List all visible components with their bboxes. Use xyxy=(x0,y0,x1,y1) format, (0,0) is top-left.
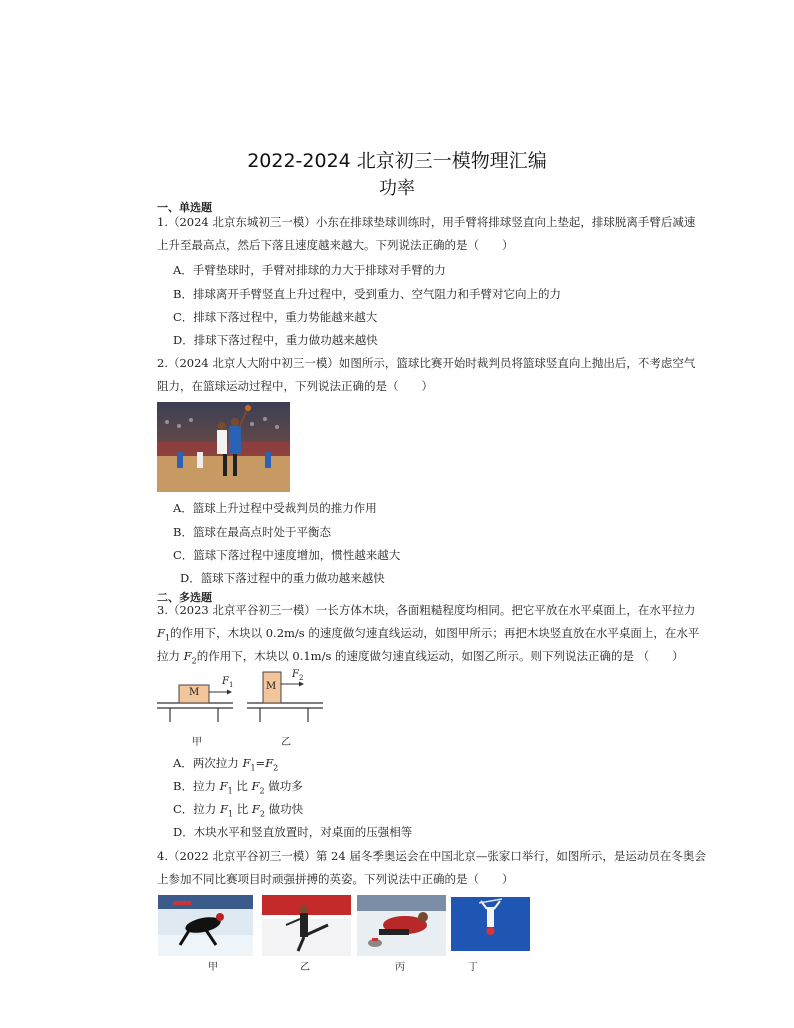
q3-option-b-f2-sub: 2 xyxy=(259,786,265,796)
q1-stem-line2: 上升至最高点，然后下落且速度越来越大。下列说法正确的是（ ） xyxy=(157,238,514,252)
fig-f1-label xyxy=(222,676,233,689)
q3-f1-sub: 1 xyxy=(164,633,171,643)
section-heading-single-choice: 一、单选题 xyxy=(157,201,212,214)
block-m-label-1: M xyxy=(189,687,200,698)
section-heading-multi-choice: 二、多选题 xyxy=(157,591,212,604)
q3-stem-line1: 3.（2023 北京平谷初三一模）一长方体木块，各面粗糙程度均相同。把它平放在水平桌面上，在水平拉力 xyxy=(157,603,696,617)
page-subtitle: 功率 xyxy=(379,178,415,199)
q1-stem-line1: 1.（2024 北京东城初三一模）小东在排球垫球训练时，用手臂将排球竖直向上垫起，排球脱离手臂后减速 xyxy=(157,215,696,229)
q3-option-c-f1-sub: 1 xyxy=(227,809,234,819)
fig-f2-symbol: F xyxy=(292,669,299,680)
q4-caption-bing: 丙 xyxy=(395,962,405,973)
q1-option-d: D．排球下落过程中，重力做功越来越快 xyxy=(173,333,378,347)
q3-f2-symbol: F xyxy=(183,649,192,663)
q2-stem-line1: 2.（2024 北京人大附中初三一模）如图所示，篮球比赛开始时裁判员将篮球竖直向上抛出后，不考虑空气 xyxy=(157,356,696,370)
q3-option-d: D．木块水平和竖直放置时，对桌面的压强相等 xyxy=(173,825,413,839)
q3-option-b-text: B．拉力 xyxy=(173,779,220,793)
q3-option-b-mid: 比 xyxy=(232,779,252,793)
q3-f1-symbol: F xyxy=(157,626,165,640)
page-title: 2022-2024 北京初三一模物理汇编 xyxy=(247,150,547,172)
q2-option-c: C．篮球下落过程中速度增加，惯性越来越大 xyxy=(173,548,401,562)
q3-option-b-f1: F xyxy=(219,779,228,793)
fig-f2-label xyxy=(292,669,303,682)
q3-option-a-text: A．两次拉力 xyxy=(173,756,243,770)
q3-stem-line3-text: 的作用下，木块以 0.1m/s 的速度做匀速直线运动，如图乙所示。则下列说法正确的是 （ ） xyxy=(196,649,684,663)
q3-option-a-f2: F xyxy=(265,756,274,770)
q4-caption-yi: 乙 xyxy=(300,962,310,973)
q2-option-b: B．篮球在最高点时处于平衡态 xyxy=(173,525,331,539)
q4-stem-line1: 4.（2022 北京平谷初三一模）第 24 届冬季奥运会在中国北京—张家口举行，如图所示，是运动员在冬奥会 xyxy=(157,849,706,863)
q3-option-b xyxy=(173,778,303,795)
fig-f2-sub: 2 xyxy=(298,674,304,682)
q3-option-a xyxy=(173,755,278,772)
fig-f1-sub: 1 xyxy=(228,681,234,689)
q2-option-a: A．篮球上升过程中受裁判员的推力作用 xyxy=(173,501,377,515)
q3-option-c-f2: F xyxy=(251,802,260,816)
q3-option-c-mid: 比 xyxy=(233,802,252,816)
basketball-photo xyxy=(157,402,290,492)
q3-option-a-f1: F xyxy=(242,756,251,770)
q3-option-a-eq: = xyxy=(255,756,266,770)
q4-stem-line2: 上参加不同比赛项目时顽强拼搏的英姿。下列说法中正确的是（ ） xyxy=(157,872,514,886)
q3-option-c-f1: F xyxy=(219,802,228,816)
q3-force-diagram xyxy=(155,670,330,726)
q1-option-b: B．排球离开手臂竖直上升过程中，受到重力、空气阻力和手臂对它向上的力 xyxy=(173,287,561,301)
q3-option-a-f2-sub: 2 xyxy=(273,763,279,773)
q3-option-c-text: C．拉力 xyxy=(173,802,220,816)
q4-caption-jia: 甲 xyxy=(208,962,218,973)
block-m-label-2: M xyxy=(266,681,277,692)
q3-option-b-tail: 做功多 xyxy=(264,779,303,793)
q3-option-b-f1-sub: 1 xyxy=(227,786,233,796)
q3-stem-line2 xyxy=(157,625,699,642)
q2-option-d: D．篮球下落过程中的重力做功越来越快 xyxy=(180,571,385,585)
q3-option-a-f1-sub: 1 xyxy=(250,763,256,773)
q1-option-c: C．排球下落过程中，重力势能越来越大 xyxy=(173,310,378,324)
q3-f2-sub: 2 xyxy=(191,656,197,666)
q3-option-c-tail: 做功快 xyxy=(264,802,304,816)
q3-stem-line2-text: 的作用下，木块以 0.2m/s 的速度做匀速直线运动，如图甲所示；再把木块竖直放在水平桌面上，在水平 xyxy=(170,626,700,640)
fig-f1-symbol: F xyxy=(222,676,229,687)
fig-caption-yi: 乙 xyxy=(281,737,291,748)
q1-option-a: A．手臂垫球时，手臂对排球的力大于排球对手臂的力 xyxy=(173,263,446,277)
curling-photo xyxy=(357,895,446,956)
fig-caption-jia: 甲 xyxy=(192,737,202,748)
q3-option-c xyxy=(173,801,303,818)
figure-skating-photo xyxy=(262,895,351,956)
speed-skating-photo xyxy=(158,895,253,956)
q2-stem-line2: 阻力，在篮球运动过程中，下列说法正确的是（ ） xyxy=(157,379,433,393)
q3-stem-line3 xyxy=(157,648,684,665)
q3-option-b-f2: F xyxy=(251,779,260,793)
q3-option-c-f2-sub: 2 xyxy=(259,809,265,819)
aerial-skiing-photo xyxy=(451,897,530,951)
q3-stem-line3-prefix: 拉力 xyxy=(157,649,184,663)
q4-caption-ding: 丁 xyxy=(468,962,478,973)
